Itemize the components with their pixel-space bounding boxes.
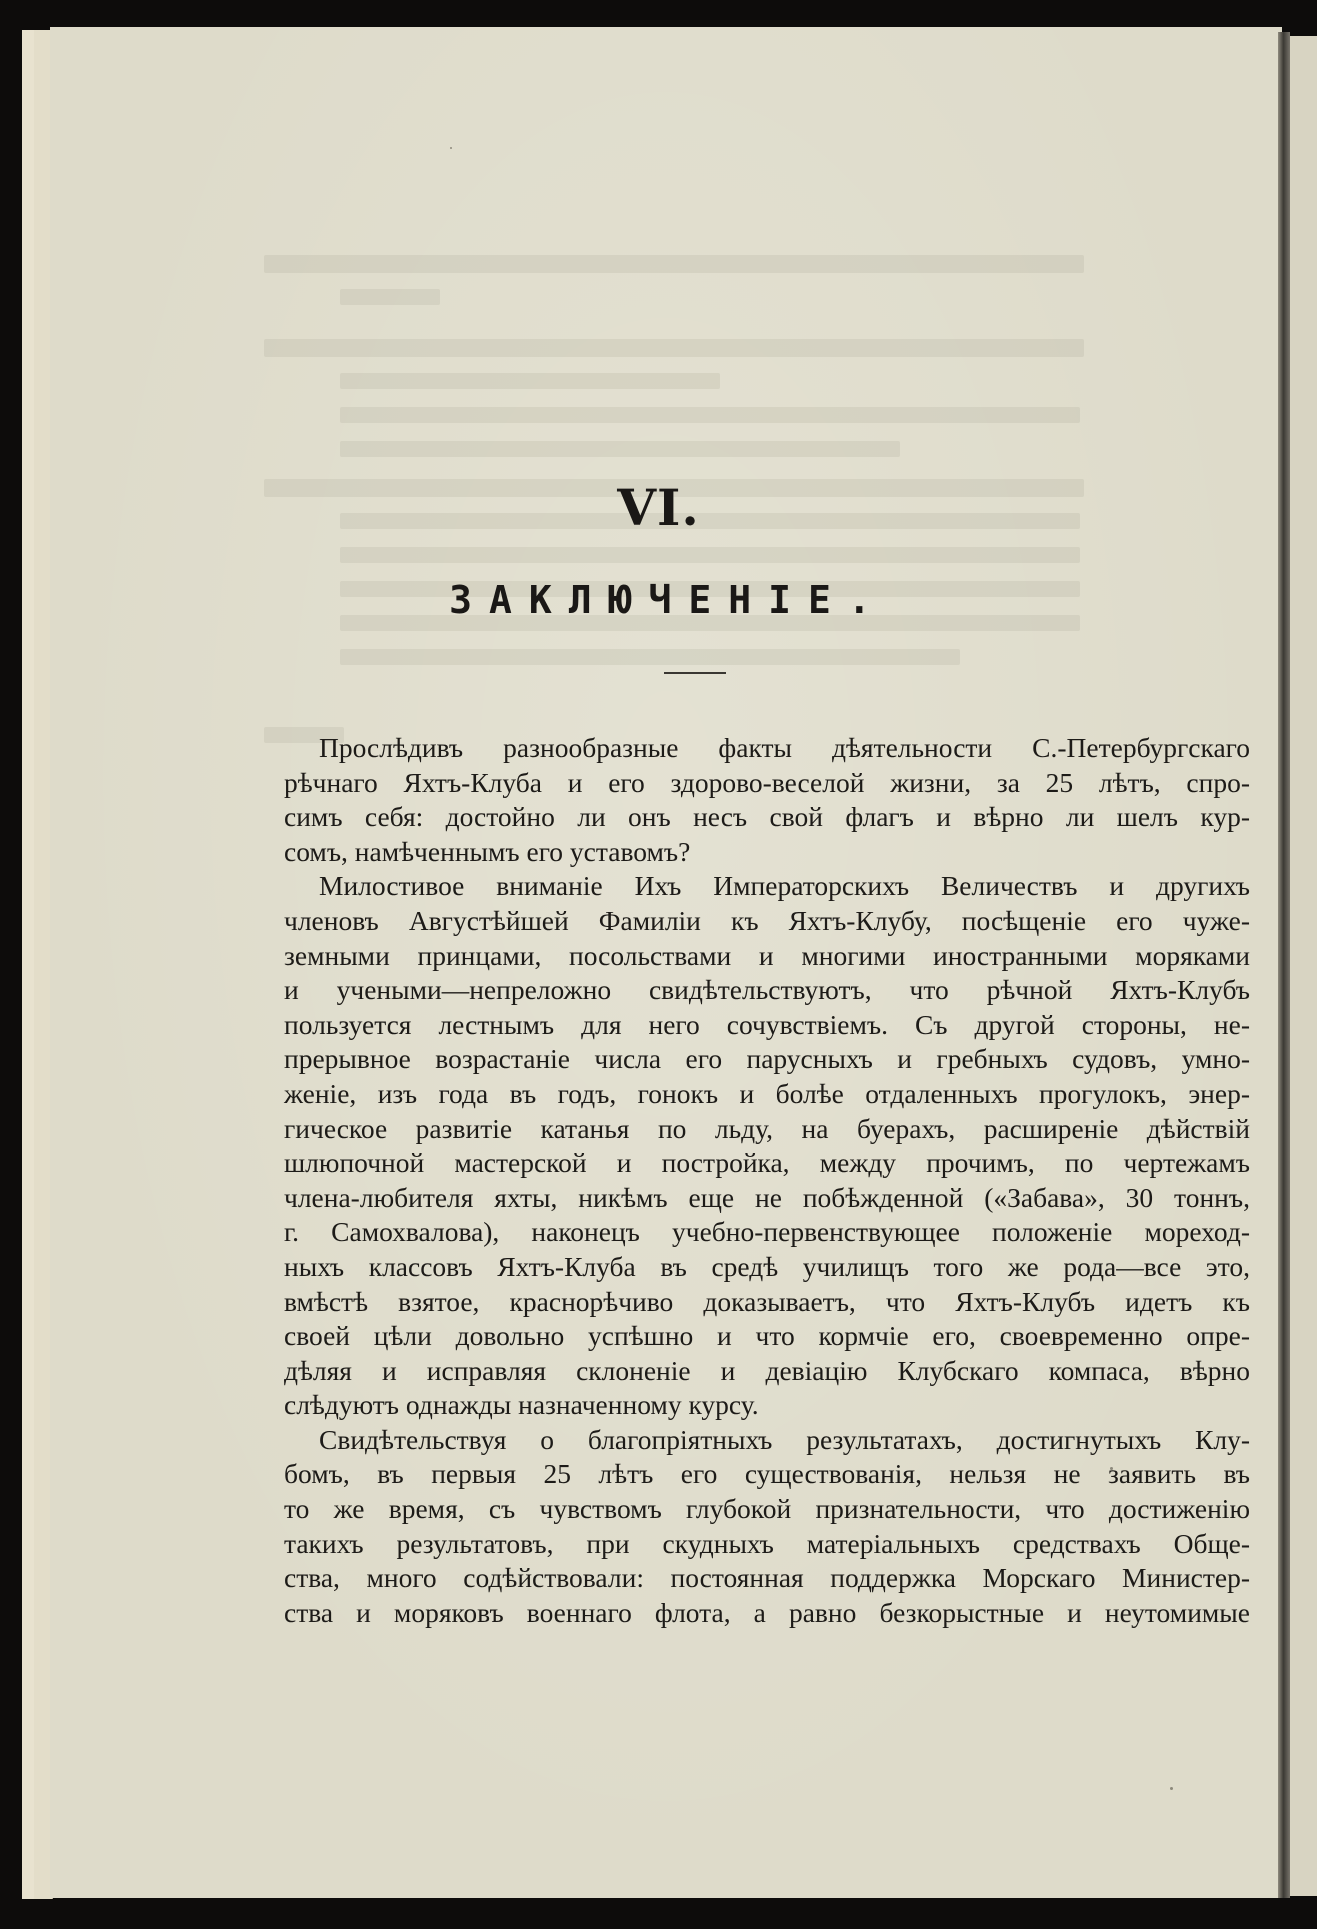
bleed-through-text <box>340 407 1080 423</box>
bleed-through-text <box>264 255 1084 273</box>
bleed-through-text <box>340 373 720 389</box>
bleed-through-text <box>340 441 900 457</box>
chapter-number: VI. <box>617 478 700 537</box>
text-line: гическое развитіе катанья по льду, на буерахъ, расширеніе дѣйствій <box>284 1112 1250 1144</box>
text-line: ства и моряковъ военнаго флота, а равно безкорыстные и неутомимые <box>284 1596 1250 1628</box>
text-line: симъ себя: достойно ли онъ несъ свой флагъ и вѣрно ли шелъ кур- <box>284 801 1250 833</box>
text-line: рѣчнаго Яхтъ-Клуба и его здорово-веселой жизни, за 25 лѣтъ, спро- <box>284 766 1250 798</box>
paragraph <box>284 1423 1250 1631</box>
body-text <box>284 731 1250 1630</box>
text-line: бомъ, въ первыя 25 лѣтъ его существованія, нельзя не заявить въ <box>284 1458 1250 1490</box>
text-line: своей цѣли довольно успѣшно и что кормчіе его, своевременно опре- <box>284 1320 1250 1352</box>
text-line: ства, много содѣйствовали: постоянная поддержка Морскаго Министер- <box>284 1562 1250 1594</box>
text-line: шлюпочной мастерской и постройка, между прочимъ, по чертежамъ <box>284 1147 1250 1179</box>
book-gutter <box>1278 32 1290 1898</box>
text-line: г. Самохвалова), наконецъ учебно-первенствующее положеніе мореход- <box>284 1216 1250 1248</box>
text-line: Милостивое вниманіе Ихъ Императорскихъ Величествъ и другихъ <box>319 870 1250 902</box>
title-divider <box>664 672 726 674</box>
text-line: Свидѣтельствуя о благопріятныхъ результатахъ, достигнутыхъ Клу- <box>319 1423 1250 1455</box>
text-line: такихъ результатовъ, при скудныхъ матеріальныхъ средствахъ Обще- <box>284 1527 1250 1559</box>
text-line: члена-любителя яхты, никѣмъ еще не побѣжденной («Забава», 30 тоннъ, <box>284 1181 1250 1213</box>
bleed-through-text <box>340 547 1080 563</box>
text-line: женіе, изъ года въ годъ, гонокъ и болѣе отдаленныхъ прогулокъ, энер- <box>284 1077 1250 1109</box>
text-line: земными принцами, посольствами и многими иностранными моряками <box>284 939 1250 971</box>
text-line: слѣдуютъ однажды назначенному курсу. <box>284 1389 759 1421</box>
text-line: пользуется лестнымъ для него сочувствіемъ. Съ другой стороны, не- <box>284 1008 1250 1040</box>
paragraph <box>284 731 1250 869</box>
bleed-through-text <box>340 289 440 305</box>
text-line: прерывное возрастаніе числа его парусныхъ и гребныхъ судовъ, умно- <box>284 1043 1250 1075</box>
text-line: ныхъ классовъ Яхтъ-Клуба въ средѣ училищъ того же рода—все это, <box>284 1250 1250 1282</box>
text-line: и учеными—непреложно свидѣтельствуютъ, что рѣчной Яхтъ-Клубъ <box>284 974 1250 1006</box>
chapter-title: ЗАКЛЮЧЕНІЕ. <box>449 578 888 622</box>
text-line: вмѣстѣ взятое, краснорѣчиво доказываетъ, что Яхтъ-Клубъ идетъ къ <box>284 1285 1250 1317</box>
text-line: членовъ Августѣйшей Фамиліи къ Яхтъ-Клубу, посѣщеніе его чуже- <box>284 904 1250 936</box>
text-line: то же время, съ чувствомъ глубокой признательности, что достиженію <box>284 1493 1250 1525</box>
text-line: сомъ, намѣченнымъ его уставомъ? <box>284 835 691 867</box>
bleed-through-text <box>264 339 1084 357</box>
bleed-through-text <box>340 649 960 665</box>
text-line: Прослѣдивъ разнообразные факты дѣятельности С.-Петербургскаго <box>319 732 1250 763</box>
adjacent-page-edge <box>1290 36 1317 1896</box>
paragraph <box>284 869 1250 1423</box>
text-line: дѣляя и исправляя склоненіе и девіацію Клубскаго компаса, вѣрно <box>284 1354 1250 1386</box>
